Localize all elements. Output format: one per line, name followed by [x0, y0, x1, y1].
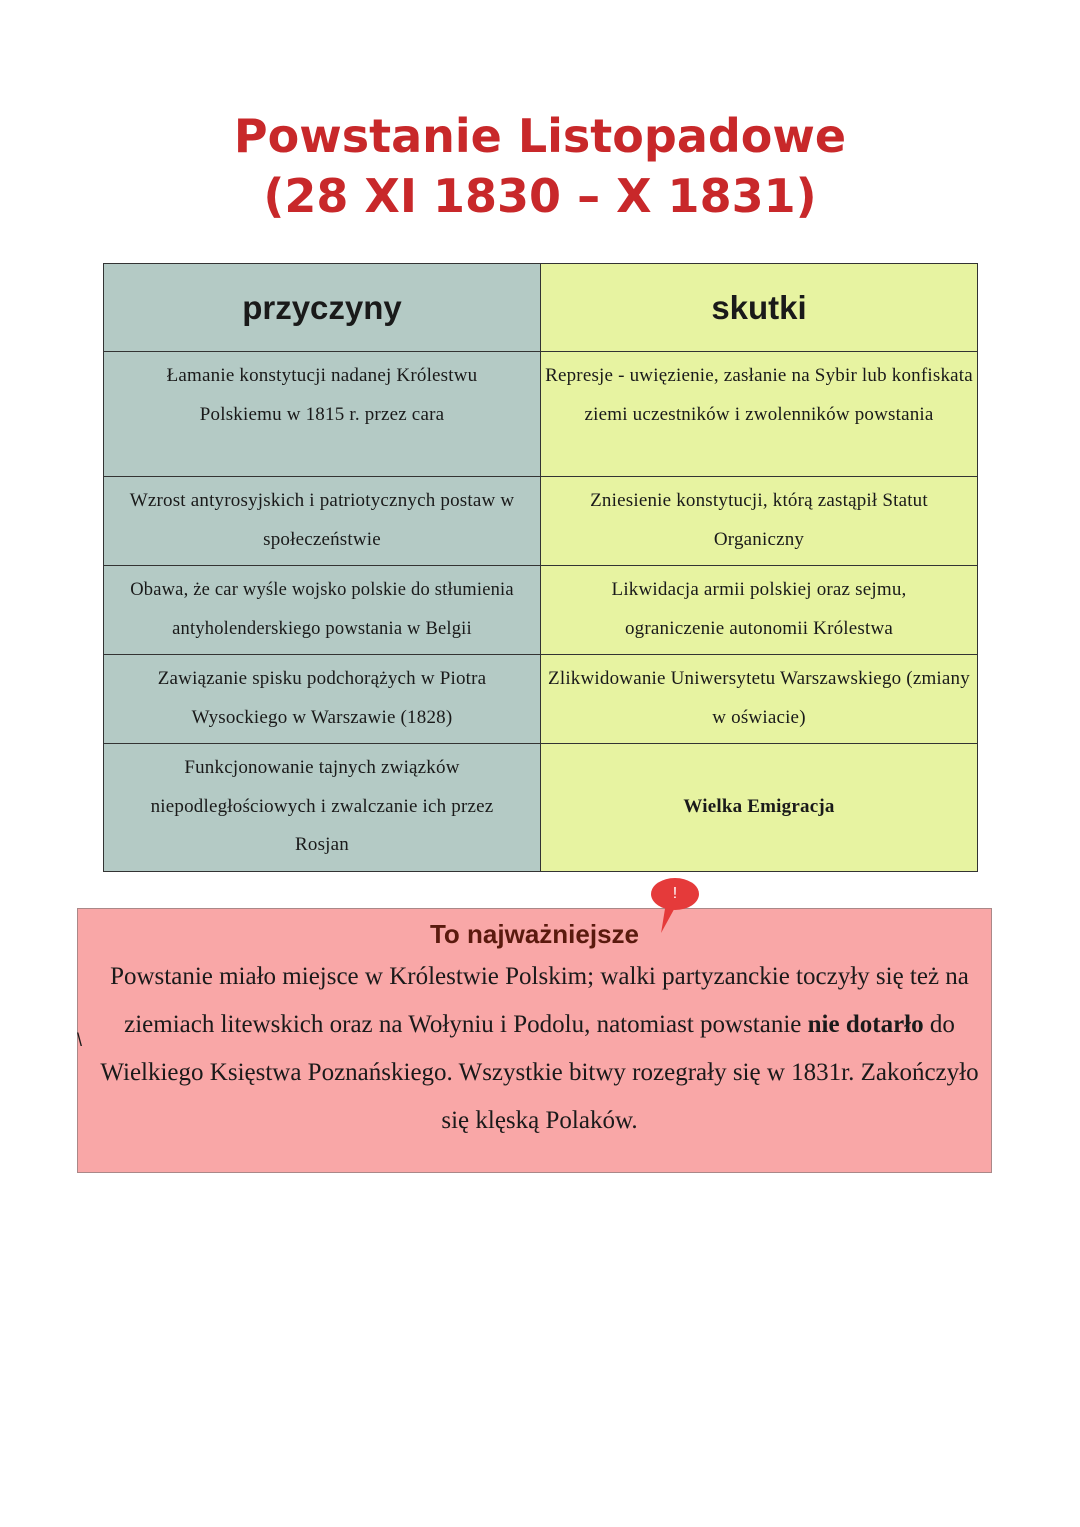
cause-cell: Zawiązanie spisku podchorążych w Piotra Wysockiego w Warszawie (1828)	[104, 655, 541, 744]
table-row	[104, 352, 978, 477]
title-line-2: (28 XI 1830 – X 1831)	[263, 169, 817, 223]
effect-cell: Zniesienie konstytucji, którą zastąpił Statut Organiczny	[541, 477, 978, 566]
page-title	[0, 106, 1080, 226]
summary-text-part: do Wielkiego Księstwa Poznańskiego. Wszystkie bitwy rozegrały się w 1831r. Zakończyło się klęską Polaków.	[100, 1011, 979, 1134]
cause-cell: Łamanie konstytucji nadanej Królestwu Polskiemu w 1815 r. przez cara	[104, 352, 541, 477]
header-effects: skutki	[541, 264, 978, 352]
header-causes: przyczyny	[104, 264, 541, 352]
summary-box	[77, 908, 992, 1173]
title-line-1: Powstanie Listopadowe	[233, 109, 847, 163]
effect-cell: Zlikwidowanie Uniwersytetu Warszawskiego (zmiany w oświacie)	[541, 655, 978, 744]
cause-cell: Obawa, że car wyśle wojsko polskie do stłumienia antyholenderskiego powstania w Belgii	[104, 566, 541, 655]
table-row	[104, 744, 978, 872]
summary-text	[98, 953, 981, 1145]
cause-cell: Wzrost antyrosyjskich i patriotycznych postaw w społeczeństwie	[104, 477, 541, 566]
table-header-row	[104, 264, 978, 352]
effect-cell: Likwidacja armii polskiej oraz sejmu, ograniczenie autonomii Królestwa	[541, 566, 978, 655]
summary-heading: To najważniejsze	[429, 919, 639, 949]
stray-mark: \	[77, 1030, 83, 1050]
cause-cell: Funkcjonowanie tajnych związków niepodległościowych i zwalczanie ich przez Rosjan	[104, 744, 541, 872]
causes-effects-table	[103, 263, 978, 872]
effect-cell: Represje - uwięzienie, zasłanie na Sybir lub konfiskata ziemi uczestników i zwolenników powstania	[541, 352, 978, 477]
effect-cell: Wielka Emigracja	[541, 744, 978, 872]
summary-text-part: Powstanie miało miejsce w Królestwie Polskim; walki partyzanckie toczyły się też na ziemiach litewskich oraz na Wołyniu i Podolu, natomiast powstanie	[110, 963, 969, 1038]
summary-text-bold: nie dotarło	[807, 1011, 924, 1038]
table-row	[104, 566, 978, 655]
table-row	[104, 655, 978, 744]
table-row	[104, 477, 978, 566]
exclamation-bubble-icon: !	[651, 878, 699, 910]
